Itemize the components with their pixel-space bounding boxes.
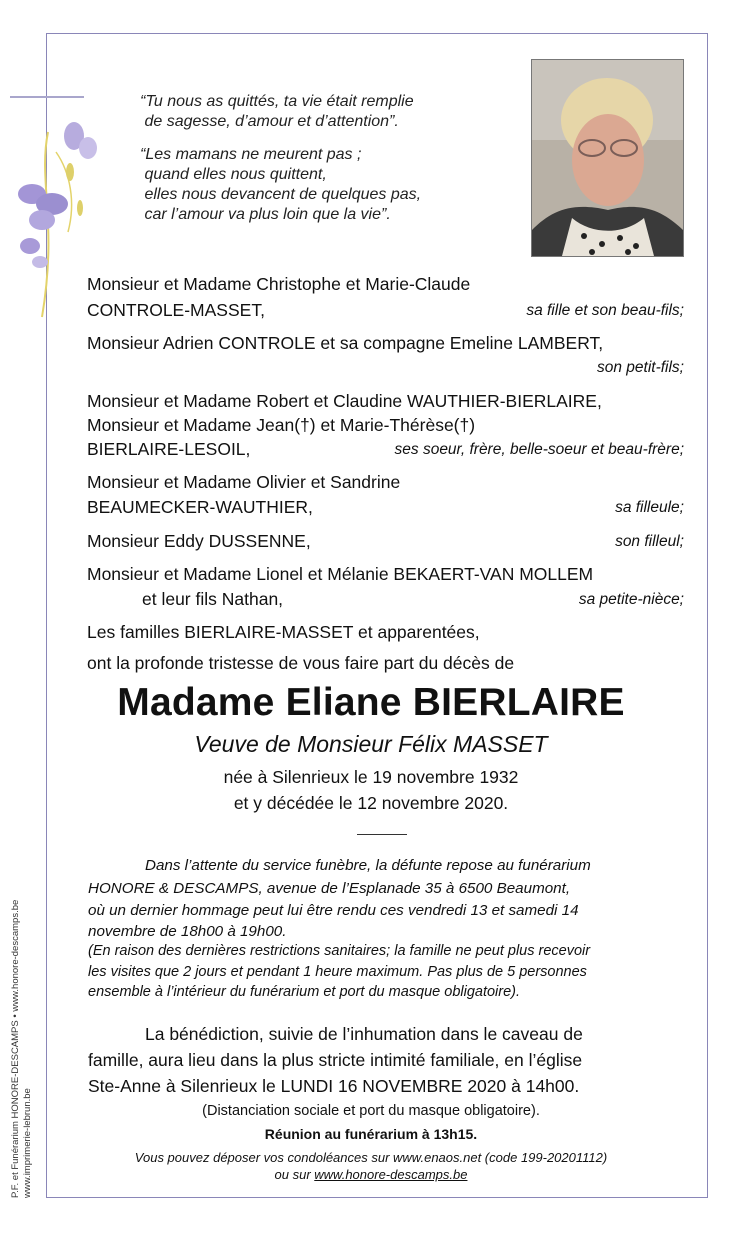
- wake-line: les visites que 2 jours et pendant 1 heure maximum. Pas plus de 5 personnes: [88, 964, 587, 980]
- family-line: ont la profonde tristesse de vous faire part du décès de: [87, 653, 515, 673]
- family-line: Monsieur Adrien CONTROLE et sa compagne Emeline LAMBERT,: [87, 333, 604, 353]
- wake-line: où un dernier hommage peut lui être rendu ces vendredi 13 et samedi 14: [88, 902, 579, 919]
- condolences-line: Vous pouvez déposer vos condoléances sur www.enaos.net (code 199-20201112): [134, 1150, 608, 1165]
- quote-line: car l’amour va plus loin que la vie”.: [140, 206, 391, 223]
- ceremony-line: famille, aura lieu dans la plus stricte intimité familiale, en l’église: [88, 1050, 583, 1070]
- wake-line: novembre de 18h00 à 19h00.: [88, 923, 287, 940]
- printer-credits: [10, 900, 34, 1198]
- quote-line: de sagesse, d’amour et d’attention”.: [140, 113, 399, 130]
- portrait-photo: [531, 59, 684, 257]
- quote-1: [140, 92, 414, 132]
- printer-credit: www.imprimerie-lebrun.be: [22, 1088, 33, 1198]
- family-line: BEAUMECKER-WAUTHIER,: [87, 497, 313, 517]
- condolences-prefix: ou sur: [274, 1167, 315, 1182]
- wake-line: (En raison des dernières restrictions sanitaires; la famille ne peut plus recevoir: [88, 943, 591, 959]
- family-line: Monsieur et Madame Christophe et Marie-Claude: [87, 274, 471, 294]
- cross-icon: [10, 96, 84, 98]
- relation: son filleul;: [615, 533, 684, 550]
- condolences-line-2: [0, 1167, 742, 1182]
- deceased-name: Madame Eliane BIERLAIRE: [117, 681, 625, 724]
- quote-2: [140, 145, 421, 225]
- condolences-link[interactable]: www.honore-descamps.be: [314, 1167, 468, 1182]
- family-line: Monsieur et Madame Jean(†) et Marie-Thérèse(†): [87, 415, 476, 435]
- ceremony-line: La bénédiction, suivie de l’inhumation dans le caveau de: [145, 1024, 583, 1044]
- family-line: Les familles BIERLAIRE-MASSET et apparentées,: [87, 622, 480, 642]
- family-line: BIERLAIRE-LESOIL,: [87, 439, 251, 459]
- relation: son petit-fils;: [596, 359, 684, 376]
- ceremony-line: Ste-Anne à Silenrieux le LUNDI 16 NOVEMBRE 2020 à 14h00.: [88, 1076, 580, 1096]
- family-line: Monsieur et Madame Lionel et Mélanie BEKAERT-VAN MOLLEM: [87, 564, 594, 584]
- relation: sa fille et son beau-fils;: [526, 302, 684, 319]
- family-line: Monsieur et Madame Robert et Claudine WAUTHIER-BIERLAIRE,: [87, 391, 602, 411]
- relation: sa petite-nièce;: [578, 591, 684, 608]
- family-line: Monsieur Eddy DUSSENNE,: [87, 531, 311, 551]
- funeral-home-credit: P.F. et Funérarium HONORE-DESCAMPS • www.honore-descamps.be: [10, 899, 21, 1198]
- quote-line: quand elles nous quittent,: [140, 166, 327, 183]
- wake-line: HONORE & DESCAMPS, avenue de l’Esplanade 35 à 6500 Beaumont,: [88, 880, 571, 897]
- wake-line: Dans l’attente du service funèbre, la défunte repose au funérarium: [145, 857, 591, 874]
- quote-line: elles nous devancent de quelques pas,: [140, 186, 422, 203]
- family-line: et leur fils Nathan,: [142, 589, 284, 609]
- death-line: et y décédée le 12 novembre 2020.: [233, 793, 509, 813]
- relation: ses soeur, frère, belle-soeur et beau-frère;: [394, 441, 684, 458]
- divider: [357, 834, 407, 835]
- family-line: Monsieur et Madame Olivier et Sandrine: [87, 472, 401, 492]
- meeting-note: Réunion au funérarium à 13h15.: [264, 1126, 478, 1142]
- quote-line: “Les mamans ne meurent pas ;: [140, 146, 362, 163]
- widow-line: Veuve de Monsieur Félix MASSET: [194, 731, 548, 757]
- family-line: CONTROLE-MASSET,: [87, 300, 265, 320]
- birth-line: née à Silenrieux le 19 novembre 1932: [223, 767, 519, 787]
- wake-line: ensemble à l’intérieur du funérarium et port du masque obligatoire).: [88, 984, 521, 1000]
- portrait-image: [532, 60, 683, 256]
- distancing-note: (Distanciation sociale et port du masque obligatoire).: [202, 1103, 540, 1119]
- relation: sa filleule;: [615, 499, 684, 516]
- quote-line: “Tu nous as quittés, ta vie était remplie: [140, 93, 414, 110]
